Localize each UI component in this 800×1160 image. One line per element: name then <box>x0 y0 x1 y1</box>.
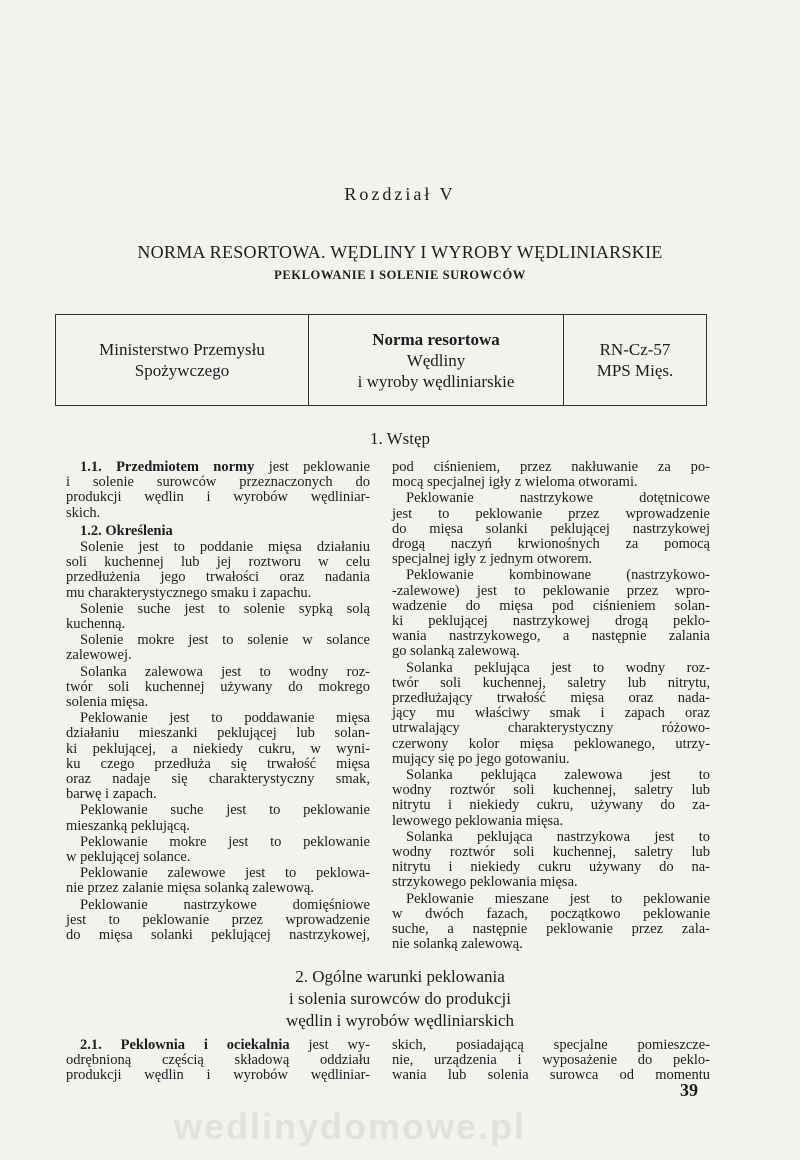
text-line: jest to peklowanie przez wprowadzenie <box>66 911 370 928</box>
text-line: mocą specjalnej igły z wieloma otworami. <box>392 474 638 491</box>
section-heading: 1. Wstęp <box>369 429 431 448</box>
text-line: mujący się po jego gotowaniu. <box>392 750 570 767</box>
document-title: NORMA RESORTOWA. WĘDLINY I WYROBY WĘDLINIARSKIE <box>137 242 663 262</box>
text-line: drogą naczyń krwionośnych za pomocą <box>392 536 710 553</box>
text-line: suche, a następnie peklowanie przez zala- <box>392 921 710 938</box>
paragraph <box>66 1038 370 1084</box>
text-line: i solenie surowców przeznaczonych do <box>66 474 370 491</box>
text-line: Solenie jest to poddanie mięsa działaniu <box>80 539 370 556</box>
text-line: nie solanką zalewową. <box>392 936 523 953</box>
norm-header-table <box>55 314 707 406</box>
text-line: przedłużający trwałość mięsa oraz nada- <box>392 690 710 707</box>
section-heading-2 <box>0 966 800 1032</box>
text-line: twór soli kuchennej używany do mokrego <box>66 678 370 695</box>
text-line: -zalewowe) jest to peklowanie przez wpro- <box>392 582 710 599</box>
text-line: nie, urządzenia i wyposażenie do peklo- <box>392 1052 710 1069</box>
norm-code: MPS Mięs. <box>596 361 674 380</box>
text-line: skich, posiadającą specjalne pomieszcze- <box>392 1037 710 1053</box>
text-line <box>66 1038 370 1053</box>
paragraph <box>392 768 710 829</box>
text-line: Peklowanie jest to poddawanie mięsa <box>80 710 370 727</box>
document-subtitle: PEKLOWANIE I SOLENIE SUROWCÓW <box>274 268 526 282</box>
text-line: nie przez zalanie mięsa solanką zalewową. <box>66 880 314 897</box>
text-line: jący mu właściwy smak i zapach oraz <box>392 705 710 722</box>
text-column-right-2 <box>392 1038 710 1085</box>
line-text: jest peklowanie <box>254 459 370 475</box>
paragraph <box>66 711 370 802</box>
watermark: wedlinydomowe.pl <box>173 1106 527 1147</box>
text-line: w peklującej solance. <box>66 849 191 866</box>
paragraph <box>392 491 710 567</box>
text-line: Solanka peklująca zalewowa jest to <box>406 767 710 784</box>
text-line: zalewowej. <box>66 647 132 664</box>
text-column-left-2 <box>66 1038 370 1085</box>
page-number: 39 <box>680 1080 698 1100</box>
norm-code: RN-Cz-57 <box>599 340 671 359</box>
text-line: ki peklującej nastrzykowej drogą peklo- <box>392 613 710 630</box>
paragraph <box>66 866 370 896</box>
text-line: Solenie suche jest to solenie sypką solą <box>80 600 370 617</box>
paragraph <box>66 633 370 663</box>
paragraph <box>392 892 710 953</box>
text-line: Peklowanie nastrzykowe domięśniowe <box>80 896 370 913</box>
norm-line: i wyroby wędliniarskie <box>357 371 515 391</box>
paragraph <box>392 1038 710 1084</box>
text-line: Solanka peklująca jest to wodny roz- <box>406 659 710 676</box>
text-line: nitrytu i niekiedy cukru używany do na- <box>392 859 710 876</box>
text-line: pod ciśnieniem, przez nakłuwanie za po- <box>392 459 710 475</box>
text-line: wodny roztwór soli kuchennej, saletry lub <box>392 844 710 861</box>
text-line: twór soli kuchennej, saletry lub nitrytu, <box>392 674 710 691</box>
text-line: Peklowanie zalewowe jest to peklowa- <box>80 865 370 882</box>
text-line: wania lub solenia surowca od momentu <box>392 1067 710 1084</box>
text-line: działaniu mieszanki peklującej lub solan- <box>66 725 370 742</box>
line-text: jest wy- <box>289 1037 370 1053</box>
text-line: czerwony kolor mięsa peklowanego, utrzy- <box>392 735 710 752</box>
text-line: lewowego peklowania mięsa. <box>392 812 564 829</box>
text-line <box>66 460 370 475</box>
text-line: Peklowanie nastrzykowe dotętnicowe <box>406 490 710 507</box>
norm-title-cell <box>308 315 563 405</box>
text-line: Solenie mokre jest to solenie w solance <box>80 632 370 649</box>
paragraph <box>66 602 370 632</box>
text-line: skich. <box>66 504 101 521</box>
text-line: mieszanką peklującą. <box>66 817 190 834</box>
paragraph <box>392 830 710 891</box>
text-line: kuchenną. <box>66 616 126 633</box>
text-line: przedłużenia jego trwałości oraz nadania <box>66 569 370 586</box>
text-line: odrębnioną częścią składową oddziału <box>66 1052 370 1069</box>
text-line: Peklowanie kombinowane (nastrzykowo- <box>406 567 710 584</box>
norm-code-cell <box>563 315 706 405</box>
text-line: do mięsa solanki peklującej nastrzykowej, <box>66 927 370 944</box>
text-line: Solanka zalewowa jest to wodny roz- <box>80 663 370 680</box>
text-line: solenia mięsa. <box>66 694 149 711</box>
bold-lead: 2.1. Peklownia i ociekalnia <box>80 1037 290 1053</box>
text-line: do mięsa solanki peklującej nastrzykowej <box>392 520 710 537</box>
norm-line: Wędliny <box>406 350 466 370</box>
text-line: go solanką zalewową. <box>392 643 520 660</box>
text-line: w dwóch fazach, początkowo peklowanie <box>392 905 710 922</box>
text-line: specjalnej igły z jednym otworem. <box>392 551 593 568</box>
paragraph <box>392 460 710 490</box>
text-line: soli kuchennej lub jej roztworu w celu <box>66 554 370 571</box>
text-line: mu charakterystycznego smaku i zapachu. <box>66 584 312 601</box>
text-line: Peklowanie suche jest to peklowanie <box>80 802 370 819</box>
text-line: ku czego przedłuża się trwałość mięsa <box>66 755 370 772</box>
bold-lead: 1.1. Przedmiotem normy <box>80 459 255 475</box>
chapter-heading: Rozdział V <box>344 184 456 204</box>
ministry-line: Spożywczego <box>134 361 230 380</box>
text-column-right <box>392 460 710 954</box>
text-line: Peklowanie mieszane jest to peklowanie <box>406 890 710 907</box>
paragraph <box>392 661 710 767</box>
text-line: nitrytu i niekiedy cukru, używany do za- <box>392 797 710 814</box>
section-heading-line: 2. Ogólne warunki peklowania <box>295 967 505 986</box>
paragraph <box>66 524 370 539</box>
text-column-left <box>66 460 370 944</box>
ministry-cell <box>56 315 308 405</box>
text-line: ki peklującej, a niekiedy cukru, w wyni- <box>66 740 370 757</box>
paragraph <box>66 803 370 833</box>
text-line: produkcji wędlin i wyrobów wędliniar- <box>66 489 370 506</box>
paragraph <box>66 665 370 711</box>
paragraph <box>392 568 710 659</box>
text-line <box>66 524 370 539</box>
text-line: jest to peklowanie przez wprowadzenie <box>392 505 710 522</box>
section-heading-line: i solenia surowców do produkcji <box>289 989 511 1008</box>
section-heading-line: wędlin i wyrobów wędliniarskich <box>285 1011 515 1030</box>
text-line: utrwalający charakterystyczny różowo- <box>392 720 710 737</box>
paragraph <box>66 835 370 865</box>
text-line: Peklowanie mokre jest to peklowanie <box>80 833 370 850</box>
paragraph <box>66 540 370 601</box>
paragraph <box>66 460 370 521</box>
text-line: wania nastrzykowego, a następnie zalania <box>392 628 710 645</box>
norm-title: Norma resortowa <box>372 329 500 349</box>
paragraph <box>66 898 370 944</box>
text-line: produkcji wędlin i wyrobów wędliniar- <box>66 1067 370 1084</box>
text-line: Solanka peklująca nastrzykowa jest to <box>406 828 710 845</box>
text-line: strzykowego peklowania mięsa. <box>392 874 578 891</box>
text-line: oraz nadaje się charakterystyczny smak, <box>66 771 370 788</box>
text-line: barwę i zapach. <box>66 786 157 803</box>
text-line: wadzenie do mięsa pod ciśnieniem solan- <box>392 597 710 614</box>
ministry-line: Ministerstwo Przemysłu <box>99 340 265 359</box>
bold-lead: 1.2. Określenia <box>80 522 173 539</box>
text-line: wodny roztwór soli kuchennej, saletry lub <box>392 782 710 799</box>
